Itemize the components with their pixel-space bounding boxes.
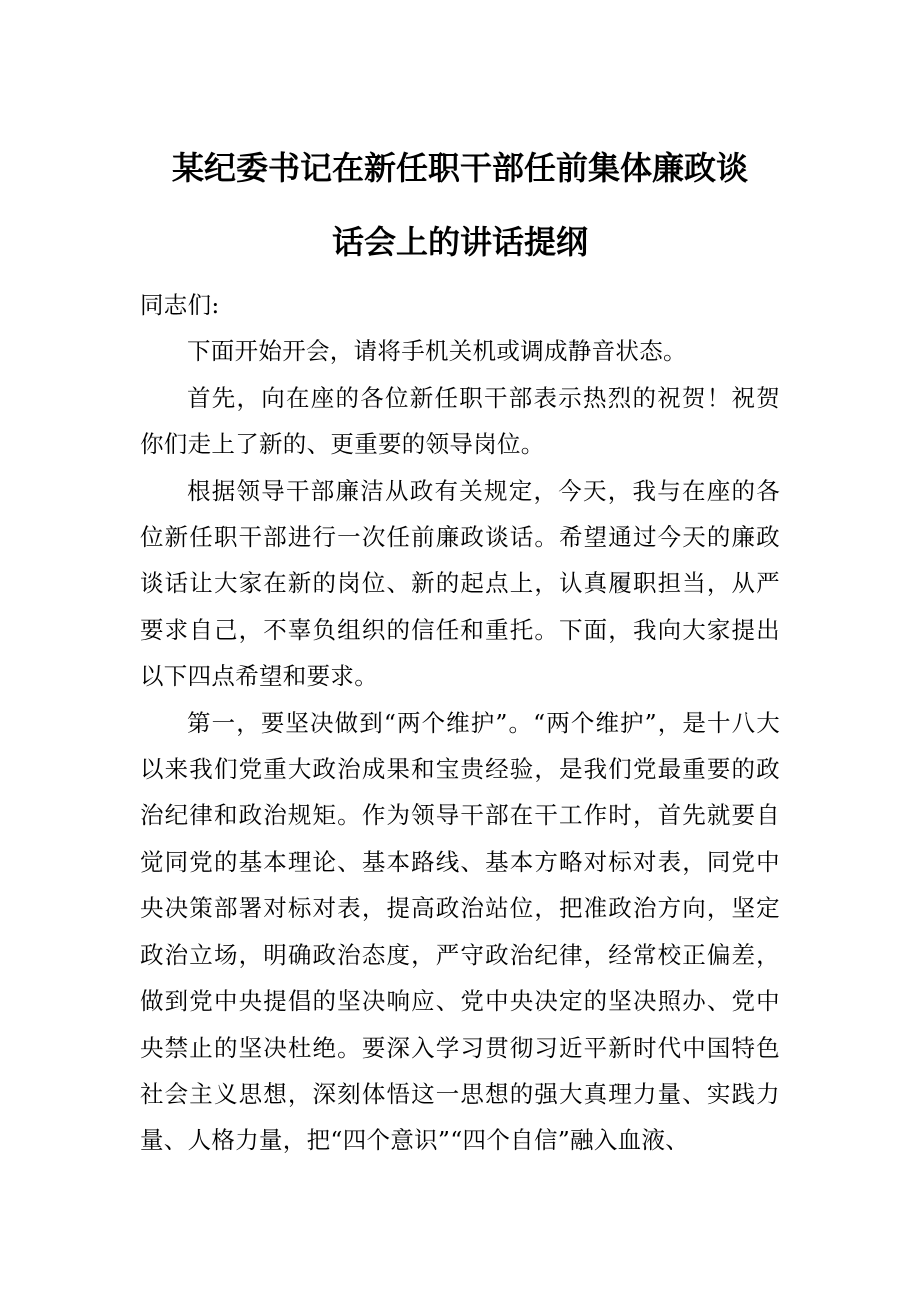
paragraph-opening: 下面开始开会，请将手机关机或调成静音状态。 <box>187 337 687 366</box>
document-body <box>140 282 780 1164</box>
salutation: 同志们: <box>140 291 220 319</box>
paragraph-first-requirement: 第一，要坚决做到“两个维护”。“两个维护”，是十八大以来我们党重大政治成果和宝贵经验，是我们党最重要的政治纪律和政治规矩。作为领导干部在干工作时，首先就要自觉同党的基本理论、基本路线、基本方略对标对表，同党中央决策部署对标对表，提高政治站位，把准政治方向，坚定政治立场，明确政治态度，严守政治纪律，经常校正偏差，做到党中央提倡的坚决响应、党中央决定的坚决照办、党中央禁止的坚决杜绝。要深入学习贯彻习近平新时代中国特色社会主义思想，深刻体悟这一思想的强大真理力量、实践力量、人格力量，把“四个意识”“四个自信”融入血液、 <box>140 708 780 1155</box>
document-title-line-1: 某纪委书记在新任职干部任前集体廉政谈 <box>171 149 748 187</box>
paragraph-congratulations: 首先，向在座的各位新任职干部表示热烈的祝贺！祝贺你们走上了新的、更重要的领导岗位。 <box>140 383 780 459</box>
paragraph-purpose: 根据领导干部廉洁从政有关规定，今天，我与在座的各位新任职干部进行一次任前廉政谈话。希望通过今天的廉政谈话让大家在新的岗位、新的起点上，认真履职担当，从严要求自己，不辜负组织的信任和重托。下面，我向大家提出以下四点希望和要求。 <box>140 476 780 691</box>
document-title-line-2: 话会上的讲话提纲 <box>331 223 588 261</box>
